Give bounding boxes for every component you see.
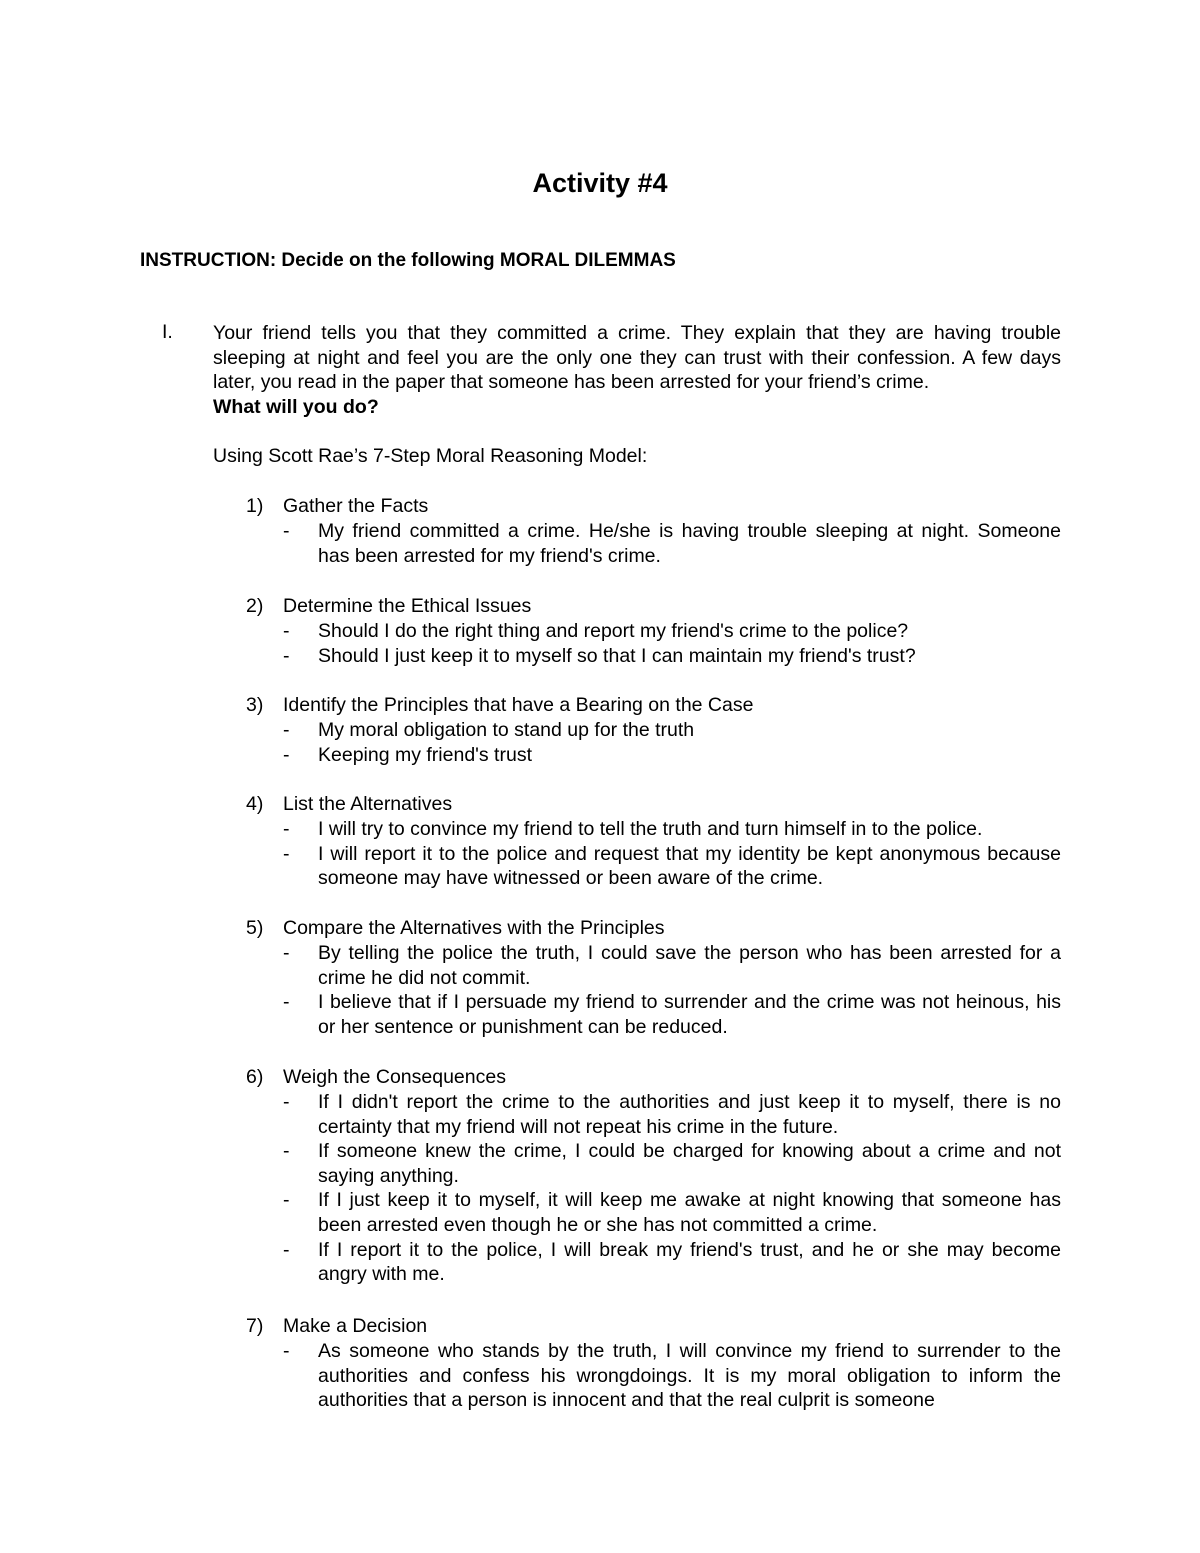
model-intro: Using Scott Rae’s 7-Step Moral Reasoning Model: (213, 445, 648, 467)
step-7 (246, 1314, 1061, 1413)
step-number: 2) (246, 595, 264, 617)
list-item: - Should I just keep it to myself so that I can maintain my friend's trust? (283, 644, 916, 667)
list-item: - Keeping my friend's trust (283, 743, 532, 766)
step-6 (246, 1065, 1061, 1287)
step-number: 4) (246, 793, 264, 815)
list-item: - My friend committed a crime. He/she is having trouble sleeping at night. Someone has been arrested for my friend's crime. (283, 520, 1061, 567)
step-number: 5) (246, 917, 264, 939)
list-item: - If I didn't report the crime to the authorities and just keep it to myself, there is no certainty that my friend will not repeat his crime in the future. (283, 1091, 1061, 1138)
step-number: 1) (246, 495, 264, 517)
page-title: Activity #4 (532, 168, 668, 198)
list-item: - I believe that if I persuade my friend to surrender and the crime was not heinous, his or her sentence or punishment can be reduced. (283, 991, 1061, 1038)
bullet-dash: - (283, 743, 290, 766)
list-item: - My moral obligation to stand up for the truth (283, 719, 695, 741)
instruction-heading: INSTRUCTION: Decide on the following MORAL DILEMMAS (140, 250, 676, 271)
bullet-dash: - (283, 991, 290, 1014)
bullet-dash: - (283, 1340, 290, 1362)
list-item: - If I just keep it to myself, it will keep me awake at night knowing that someone has been arrested even though he or she has not committed a crime. (283, 1189, 1061, 1236)
step-title: Gather the Facts (283, 495, 429, 517)
step-3 (246, 693, 1061, 767)
bullet-dash: - (283, 620, 290, 642)
bullet-dash: - (283, 1091, 290, 1113)
bullet-dash: - (283, 1140, 290, 1163)
step-4 (246, 792, 1061, 891)
step-title: Make a Decision (283, 1315, 428, 1337)
bullet-dash: - (283, 1189, 290, 1212)
question-prompt: What will you do? (213, 395, 379, 418)
list-item: - If I report it to the police, I will break my friend's trust, and he or she may become angry with me. (283, 1238, 1061, 1286)
step-title: List the Alternatives (283, 793, 453, 815)
step-title: Determine the Ethical Issues (283, 595, 532, 617)
step-number: 7) (246, 1315, 264, 1337)
list-item: - If someone knew the crime, I could be charged for knowing about a crime and not saying anything. (283, 1140, 1061, 1187)
step-title: Weigh the Consequences (283, 1066, 506, 1088)
step-1 (246, 494, 1061, 568)
bullet-dash: - (283, 719, 290, 741)
list-item: - I will try to convince my friend to tell the truth and turn himself in to the police. (283, 818, 983, 840)
list-item: - Should I do the right thing and report my friend's crime to the police? (283, 620, 909, 642)
question-paragraph (213, 321, 1061, 419)
bullet-dash: - (283, 644, 290, 667)
list-item: - As someone who stands by the truth, I will convince my friend to surrender to the authorities and confess his wrongdoings. It is my moral obligation to inform the authorities that a person is innocent and that the real culprit is someone (283, 1340, 1061, 1412)
step-number: 3) (246, 694, 264, 716)
bullet-dash: - (283, 842, 290, 865)
step-title: Identify the Principles that have a Bearing on the Case (283, 694, 754, 716)
step-number: 6) (246, 1066, 264, 1088)
list-item: - I will report it to the police and request that my identity be kept anonymous because someone may have witnessed or been aware of the crime. (283, 842, 1061, 890)
step-title: Compare the Alternatives with the Principles (283, 917, 665, 939)
question-number: I. (162, 321, 173, 343)
list-item: - By telling the police the truth, I could save the person who has been arrested for a crime he did not commit. (283, 942, 1061, 989)
step-5 (246, 916, 1061, 1039)
step-2 (246, 594, 1061, 668)
bullet-dash: - (283, 520, 290, 542)
bullet-dash: - (283, 1238, 290, 1261)
bullet-dash: - (283, 818, 290, 840)
question-text: Your friend tells you that they committed a crime. They explain that they are having trouble sleeping at night and feel you are the only one they can trust with their confession. A few days later, you read in the paper that someone has been arrested for your friend’s crime. (213, 322, 1061, 394)
bullet-dash: - (283, 942, 290, 964)
